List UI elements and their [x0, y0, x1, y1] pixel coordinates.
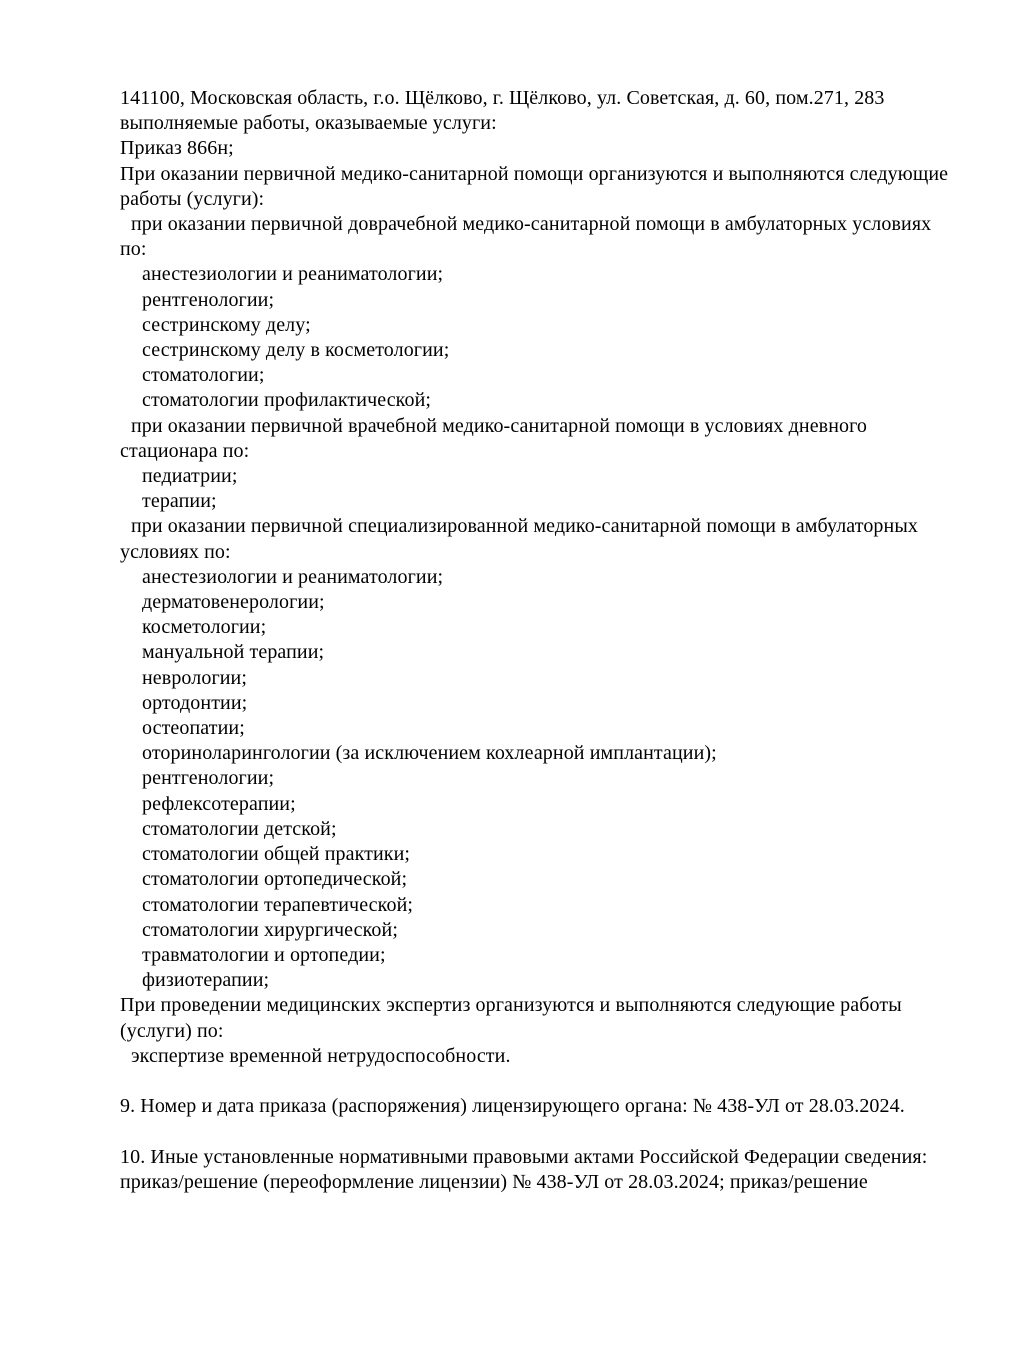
text-line: травматологии и ортопедии; — [142, 943, 386, 966]
text-line: 10. Иные установленные нормативными правовыми актами Российской Федерации сведения: — [120, 1145, 928, 1168]
text-line: физиотерапии; — [142, 969, 270, 992]
text-line: остеопатии; — [142, 717, 245, 740]
text-line: при оказании первичной врачебной медико-санитарной помощи в условиях дневного — [131, 414, 868, 437]
text-line: терапии; — [142, 490, 217, 513]
text-line: экспертизе временной нетрудоспособности. — [131, 1044, 511, 1067]
text-line: стоматологии терапевтической; — [142, 893, 414, 916]
text-line: условиях по: — [120, 540, 231, 563]
text-line: рентгенологии; — [142, 767, 275, 790]
text-line: при оказании первичной доврачебной медико-санитарной помощи в амбулаторных условиях — [131, 213, 932, 236]
text-line: по: — [120, 238, 147, 261]
text-line: косметологии; — [142, 616, 267, 639]
text-line: работы (услуги): — [120, 187, 265, 210]
text-line: стоматологии ортопедической; — [142, 868, 408, 891]
document-body — [120, 86, 1000, 1195]
text-line: (услуги) по: — [120, 1019, 224, 1042]
text-line: стационара по: — [120, 439, 250, 462]
text-line: неврологии; — [142, 666, 248, 689]
text-line: стоматологии профилактической; — [142, 389, 432, 412]
text-line: 141100, Московская область, г.о. Щёлково, г. Щёлково, ул. Советская, д. 60, пом.271, 283 — [120, 87, 885, 109]
text-line: При оказании первичной медико-санитарной помощи организуются и выполняются следующие — [120, 162, 949, 185]
text-line: При проведении медицинских экспертиз организуются и выполняются следующие работы — [120, 994, 902, 1017]
text-line: сестринскому делу в косметологии; — [142, 339, 450, 362]
text-line: оториноларингологии (за исключением кохлеарной имплантации); — [142, 742, 717, 765]
text-line: анестезиологии и реаниматологии; — [142, 565, 444, 588]
text-line: выполняемые работы, оказываемые услуги: — [120, 112, 497, 135]
text-line: педиатрии; — [142, 465, 238, 488]
text-line: анестезиологии и реаниматологии; — [142, 263, 444, 286]
text-line: рефлексотерапии; — [142, 792, 296, 815]
text-line: рентгенологии; — [142, 288, 275, 311]
text-line: при оказании первичной специализированной медико-санитарной помощи в амбулаторных — [131, 515, 918, 538]
text-line: мануальной терапии; — [142, 641, 325, 664]
text-line: дерматовенерологии; — [142, 591, 325, 614]
text-line: сестринскому делу; — [142, 313, 311, 336]
text-line: приказ/решение (переоформление лицензии) № 438-УЛ от 28.03.2024; приказ/решение — [120, 1170, 868, 1193]
document-page — [120, 86, 1000, 1195]
text-line: ортодонтии; — [142, 691, 248, 714]
text-line: Приказ 866н; — [120, 137, 234, 160]
text-line: стоматологии детской; — [142, 817, 337, 840]
text-line: стоматологии хирургической; — [142, 918, 398, 941]
text-line: стоматологии общей практики; — [142, 843, 411, 866]
text-line: 9. Номер и дата приказа (распоряжения) лицензирующего органа: № 438-УЛ от 28.03.2024. — [120, 1095, 905, 1118]
text-line: стоматологии; — [142, 364, 265, 387]
